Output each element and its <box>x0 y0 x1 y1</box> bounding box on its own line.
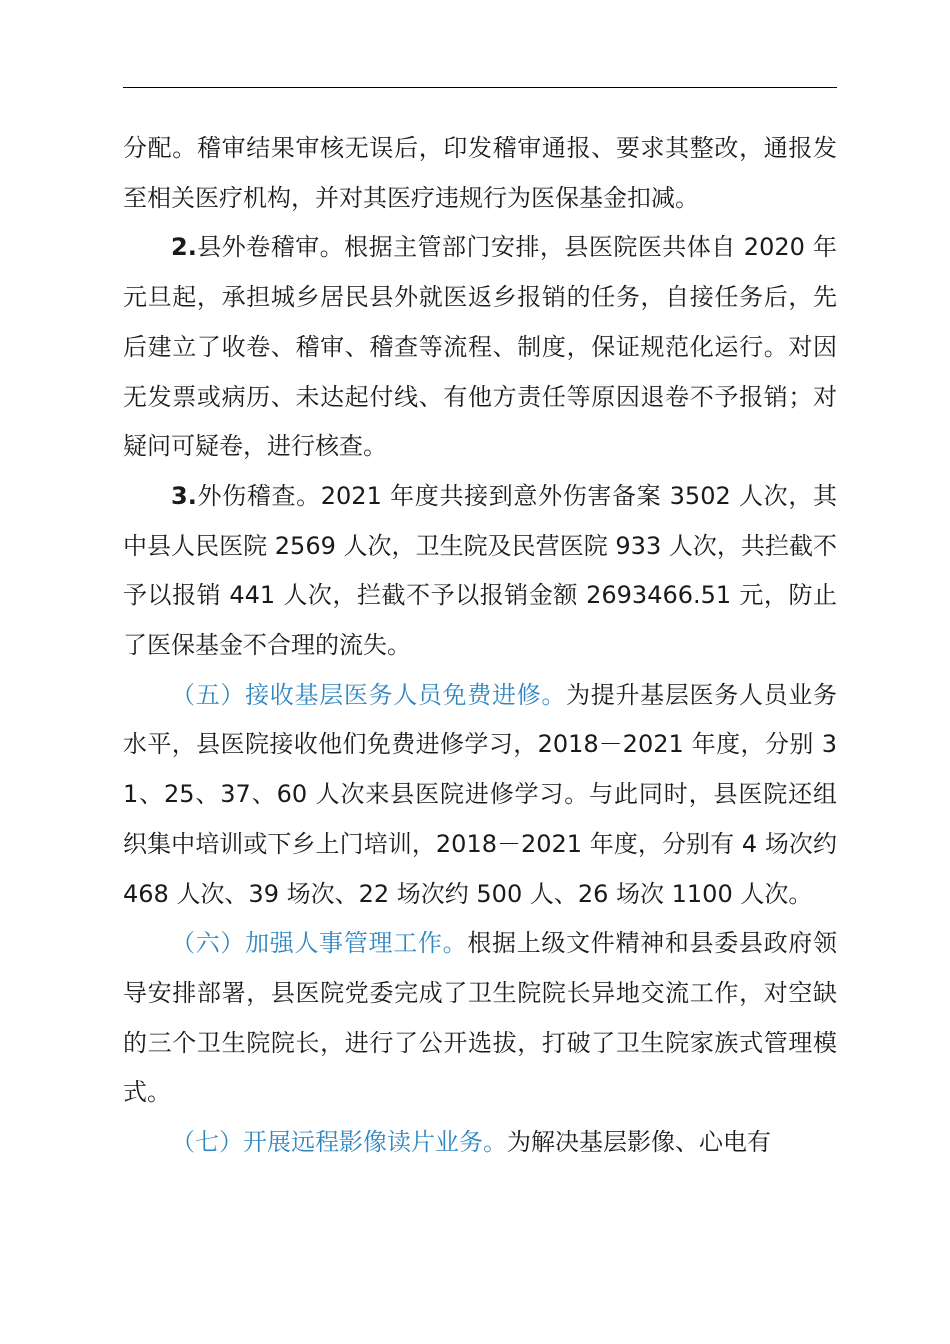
paragraph-text: 根据上级文件精神和县委县政府领导安排部署，县医院党委完成了卫生院院长异地交流工作，对空缺的三个卫生院院长，进行了公开选拔，打破了卫生院家族式管理模式。 <box>123 929 838 1107</box>
item-number: 3. <box>171 481 197 510</box>
paragraph-text: 县外卷稽审。根据主管部门安排，县医院医共体自 2020 年元旦起，承担城乡居民县外就医返乡报销的任务，自接任务后，先后建立了收卷、稽审、稽查等流程、制度，保证规范化运行。对因无发票或病历、未达起付线、有他方责任等原因退卷不予报销；对疑问可疑卷，进行核查。 <box>123 233 837 461</box>
paragraph-audit-distribution <box>123 124 837 223</box>
paragraph-text: 外伤稽查。2021 年度共接到意外伤害备案 3502 人次，其中县人民医院 2569 人次，卫生院及民营医院 933 人次，共拦截不予以报销 441 人次，拦截不予以报销金额 2693466.51 元，防止了医保基金不合理的流失。 <box>123 481 837 660</box>
document-body <box>123 124 837 1168</box>
paragraph-out-of-county-audit <box>123 223 837 472</box>
paragraph-remote-imaging <box>123 1118 837 1168</box>
section-heading: （五）接收基层医务人员免费进修。 <box>171 680 567 709</box>
header-rule <box>123 87 837 88</box>
item-number: 2. <box>171 233 197 262</box>
section-heading: （七）开展远程影像读片业务。 <box>171 1128 507 1157</box>
paragraph-text: 为解决基层影像、心电有 <box>507 1128 771 1157</box>
paragraph-free-training <box>123 671 837 920</box>
paragraph-personnel-management <box>123 919 837 1118</box>
paragraph-injury-audit <box>123 472 837 671</box>
paragraph-text: 分配。稽审结果审核无误后，印发稽审通报、要求其整改，通报发至相关医疗机构，并对其医疗违规行为医保基金扣减。 <box>123 134 837 212</box>
paragraph-text: 为提升基层医务人员业务水平，县医院接收他们免费进修学习，2018－2021 年度，分别 31、25、37、60 人次来县医院进修学习。与此同时，县医院还组织集中培训或下乡上门培训，2018－2021 年度，分别有 4 场次约 468 人次、39 场次、22 场次约 500 人、26 场次 1100 人次。 <box>123 680 838 908</box>
section-heading: （六）加强人事管理工作。 <box>171 929 468 958</box>
